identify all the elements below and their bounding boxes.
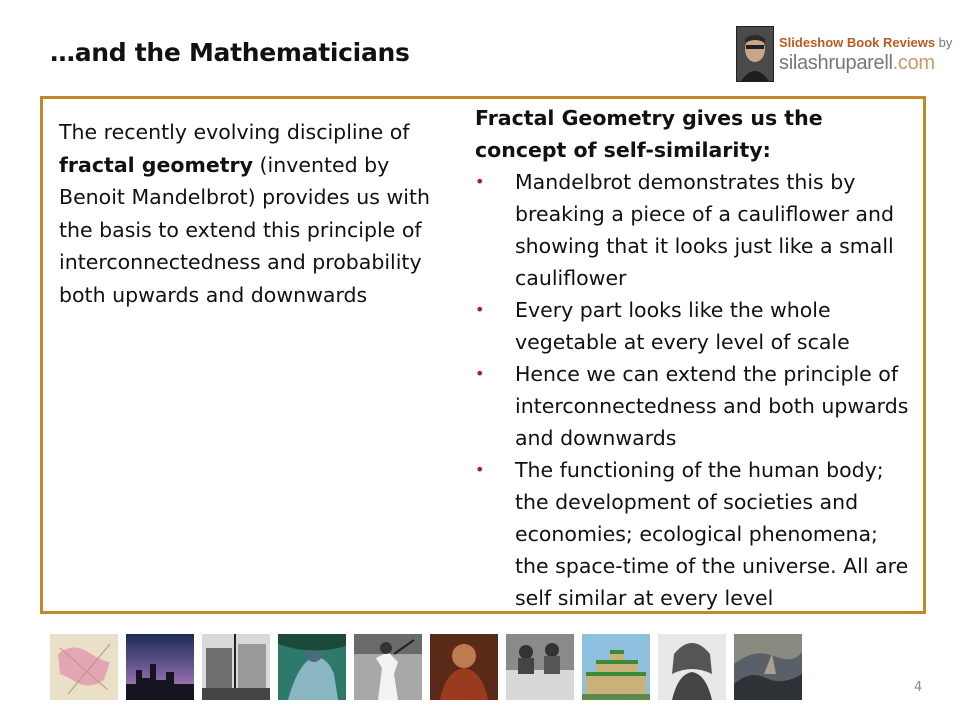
left-text-block: The recently evolving discipline of fractal geometry (invented by Benoit Mandelbrot) provides us with the basis to extend this principle of interconnectedness and probability both upwards and downwards xyxy=(59,120,430,307)
brand-line-2: silashruparell.com xyxy=(779,52,935,74)
brand-logo xyxy=(736,26,953,82)
bold-term: fractal geometry xyxy=(59,152,254,177)
baseball-photo-thumbnail-icon[interactable] xyxy=(354,634,422,700)
bullet-icon: • xyxy=(475,300,485,319)
bullet-icon: • xyxy=(475,460,485,479)
author-photo-icon xyxy=(736,26,774,82)
portrait-painting-thumbnail-icon[interactable] xyxy=(430,634,498,700)
map-thumbnail-icon[interactable] xyxy=(50,634,118,700)
workers-photo-thumbnail-icon[interactable] xyxy=(506,634,574,700)
city-night-thumbnail-icon[interactable] xyxy=(126,634,194,700)
bullet-item: • Mandelbrot demonstrates this by breaking a piece of a cauliflower and showing that it looks just like a small cauliflower xyxy=(475,166,915,294)
bullet-item: • Hence we can extend the principle of interconnectedness and both upwards and downwards xyxy=(475,358,915,454)
figure-painting-thumbnail-icon[interactable] xyxy=(278,634,346,700)
bullet-icon: • xyxy=(475,364,485,383)
engraving-portrait-thumbnail-icon[interactable] xyxy=(658,634,726,700)
slide-number: 4 xyxy=(914,680,923,695)
brand-line-1: Slideshow Book Reviews by xyxy=(779,35,953,50)
seascape-painting-thumbnail-icon[interactable] xyxy=(734,634,802,700)
slide-title: …and the Mathematicians xyxy=(50,38,410,67)
bullet-list xyxy=(475,166,915,614)
bullet-lead: Fractal Geometry gives us the concept of self-similarity: xyxy=(475,106,823,162)
street-photo-thumbnail-icon[interactable] xyxy=(202,634,270,700)
bullet-item: • Every part looks like the whole vegetable at every level of scale xyxy=(475,294,915,358)
hanging-gardens-thumbnail-icon[interactable] xyxy=(582,634,650,700)
bullet-icon: • xyxy=(475,172,485,191)
right-text-block xyxy=(475,102,915,614)
bullet-item: • The functioning of the human body; the development of societies and economies; ecological phenomena; the space-time of the universe. All are self similar at every level xyxy=(475,454,915,614)
